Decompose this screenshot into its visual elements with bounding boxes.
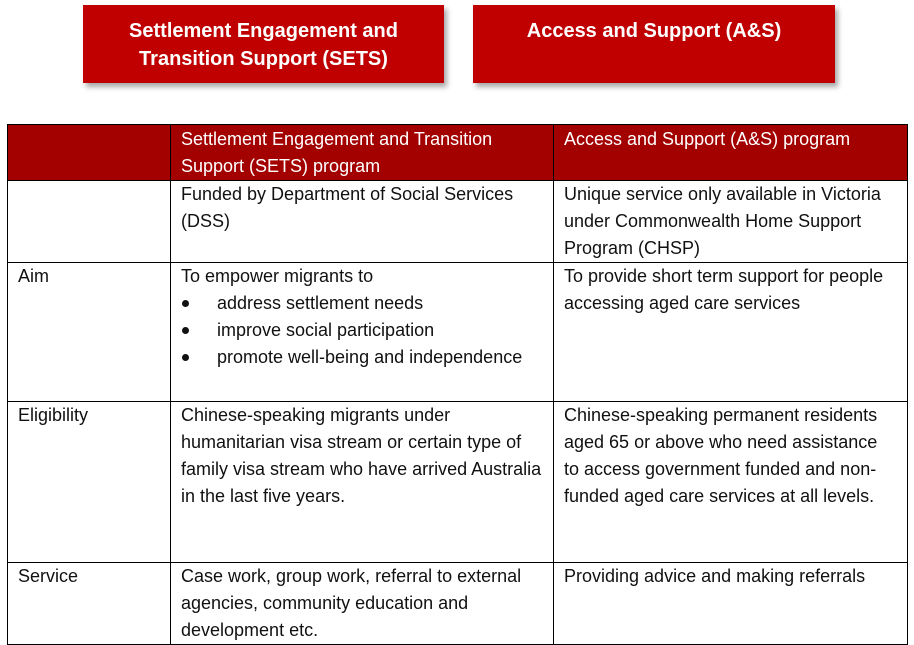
cell-sets-eligibility: Chinese-speaking migrants under humanitarian visa stream or certain type of family visa stream who have arrived Australia in the last five years. xyxy=(171,402,554,563)
list-item xyxy=(181,290,543,317)
table-row-funding xyxy=(8,181,908,263)
bullet-icon xyxy=(182,327,189,334)
aim-bullet-list xyxy=(181,290,543,371)
bullet-icon xyxy=(182,300,189,307)
bullet-text: address settlement needs xyxy=(217,293,424,313)
bullet-icon xyxy=(182,354,189,361)
bullet-text: promote well-being and independence xyxy=(217,347,523,367)
header-sets-program: Settlement Engagement and Transition Support (SETS) program xyxy=(171,125,554,181)
table-row-eligibility xyxy=(8,402,908,563)
header-label-cell xyxy=(8,125,171,181)
cell-as-funding: Unique service only available in Victoria under Commonwealth Home Support Program (CHSP) xyxy=(554,181,908,263)
table-row-aim xyxy=(8,263,908,402)
cell-as-eligibility: Chinese-speaking permanent residents aged 65 or above who need assistance to access government funded and non-funded aged care services at all levels. xyxy=(554,402,908,563)
bullet-text: improve social participation xyxy=(217,320,435,340)
sets-header-box: Settlement Engagement and Transition Support (SETS) xyxy=(83,5,444,83)
comparison-table xyxy=(7,124,908,645)
row-label-eligibility: Eligibility xyxy=(8,402,171,563)
row-label-funding xyxy=(8,181,171,263)
cell-as-service: Providing advice and making referrals xyxy=(554,563,908,645)
cell-sets-aim xyxy=(171,263,554,402)
row-label-aim: Aim xyxy=(8,263,171,402)
as-header-box: Access and Support (A&S) xyxy=(473,5,835,83)
list-item xyxy=(181,317,543,344)
table-header-row xyxy=(8,125,908,181)
list-item xyxy=(181,344,543,371)
table-row-service xyxy=(8,563,908,645)
cell-sets-funding: Funded by Department of Social Services (DSS) xyxy=(171,181,554,263)
header-as-program: Access and Support (A&S) program xyxy=(554,125,908,181)
cell-sets-service: Case work, group work, referral to external agencies, community education and development etc. xyxy=(171,563,554,645)
aim-intro-text: To empower migrants to xyxy=(181,266,374,286)
row-label-service: Service xyxy=(8,563,171,645)
cell-as-aim: To provide short term support for people accessing aged care services xyxy=(554,263,908,402)
